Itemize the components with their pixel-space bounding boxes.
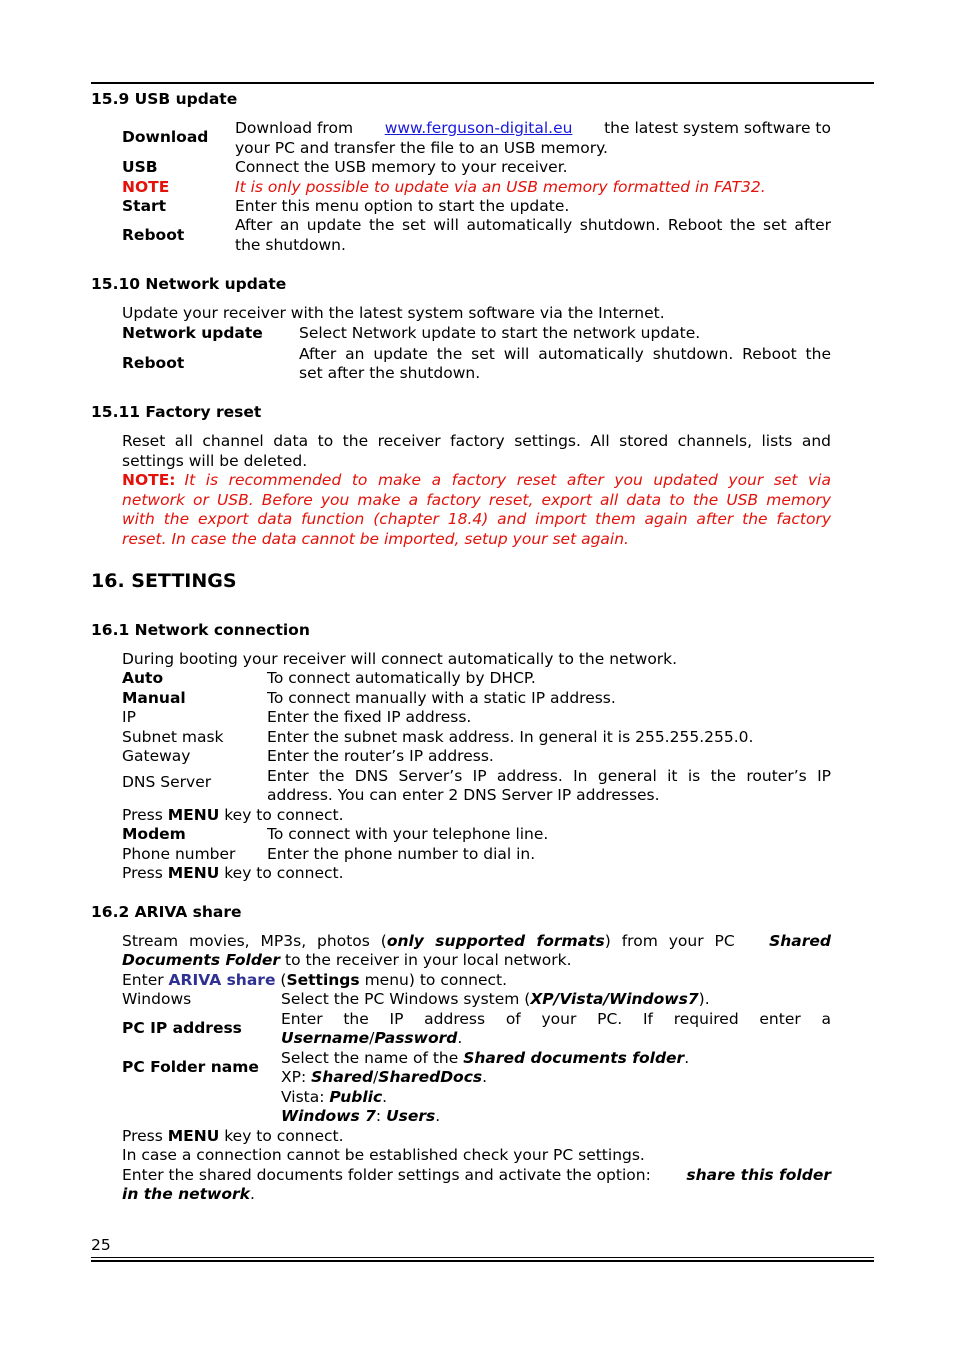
row-text-reboot-usb-2: the shutdown. <box>235 236 346 254</box>
ariva-p1-shared: Shared <box>769 932 831 950</box>
row-text-network-update: Select Network update to start the network update. <box>299 324 701 342</box>
row-label-dns: DNS Server <box>122 773 212 791</box>
menu-key: MENU <box>167 864 220 882</box>
network-conn-intro: During booting your receiver will connect automatically to the network. <box>122 650 678 668</box>
row-text-modem: To connect with your telephone line. <box>267 825 549 843</box>
section-heading-16-1: 16.1 Network connection <box>91 621 310 639</box>
row-text-dns-2: address. You can enter 2 DNS Server IP addresses. <box>267 786 660 804</box>
chapter-heading-16: 16. SETTINGS <box>91 570 237 592</box>
row-label-auto: Auto <box>122 669 164 687</box>
row-label-subnet: Subnet mask <box>122 728 224 746</box>
factory-note-line1: It is recommended to make a factory reset after you updated your set via <box>184 471 831 489</box>
row-text-subnet: Enter the subnet mask address. In general it is 255.255.255.0. <box>267 728 754 746</box>
ariva-last-a: Enter the shared documents folder settings and activate the option: <box>122 1166 651 1184</box>
row-text-reboot-net-1 <box>299 345 831 365</box>
factory-note-1 <box>122 471 831 491</box>
row-text-pc-folder-1: Select the name of the Shared documents folder. <box>281 1049 690 1067</box>
row-text-ip: Enter the fixed IP address. <box>267 708 472 726</box>
ariva-p1-line2 <box>122 951 572 971</box>
press-menu-1 <box>122 806 344 826</box>
menu-key: MENU <box>167 806 220 824</box>
row-text-pc-ip-2: Username/Password. <box>281 1029 463 1047</box>
row-label-phone: Phone number <box>122 845 236 863</box>
top-rule <box>91 82 874 84</box>
row-label-download: Download <box>122 128 209 146</box>
row-text-usb: Connect the USB memory to your receiver. <box>235 158 568 176</box>
in-network-term: in the network <box>122 1185 250 1203</box>
factory-line-1-text: Reset all channel data to the receiver factory settings. All stored channels, lists and <box>122 432 831 450</box>
row-text-reboot-usb-1 <box>235 216 831 236</box>
row-text-note: It is only possible to update via an USB memory formatted in FAT32. <box>235 178 766 196</box>
row-label-pc-ip: PC IP address <box>122 1019 242 1037</box>
page-number: 25 <box>91 1236 111 1254</box>
username-term: Username <box>281 1029 370 1047</box>
row-label-usb: USB <box>122 158 158 176</box>
row-label-reboot-net: Reboot <box>122 354 185 372</box>
row-text-manual: To connect manually with a static IP address. <box>267 689 616 707</box>
network-update-intro: Update your receiver with the latest system software via the Internet. <box>122 304 665 322</box>
row-label-gateway: Gateway <box>122 747 191 765</box>
ariva-last-line1 <box>122 1166 831 1186</box>
press-pre: Press <box>122 864 163 882</box>
pcip-line1: Enter the IP address of your PC. If required enter a <box>281 1010 831 1028</box>
row-text-reboot-net-2: set after the shutdown. <box>299 364 481 382</box>
factory-line-2: settings will be deleted. <box>122 452 308 470</box>
press-pre: Press <box>122 806 163 824</box>
row-text-dns-1 <box>267 767 831 787</box>
press-post: key to connect. <box>224 806 344 824</box>
row-text-pc-folder-vista: Vista: Public. <box>281 1088 388 1106</box>
password-term: Password <box>374 1029 458 1047</box>
ariva-enter: Enter ARIVA share (Settings menu) to connect. <box>122 971 508 989</box>
press-menu-2 <box>122 864 344 884</box>
row-text-windows: Select the PC Windows system (XP/Vista/Windows7). <box>281 990 710 1008</box>
ariva-fail-text: In case a connection cannot be established check your PC settings. <box>122 1146 645 1164</box>
share-folder-term: share this folder <box>686 1166 831 1184</box>
row-label-note: NOTE <box>122 178 170 196</box>
factory-note-line3: with the export data function (chapter 18.4) and import them again after the factory <box>122 510 831 528</box>
row-text-auto: To connect automatically by DHCP. <box>267 669 536 687</box>
press-menu-3: Press MENU key to connect. <box>122 1127 344 1145</box>
factory-note-2 <box>122 491 831 511</box>
row-label-pc-folder: PC Folder name <box>122 1058 259 1076</box>
ariva-docs-folder: Documents Folder <box>122 951 281 969</box>
ferguson-link[interactable]: www.ferguson-digital.eu <box>384 119 573 137</box>
ariva-last-line2: in the network. <box>122 1185 255 1203</box>
row-text-download <box>235 119 831 139</box>
bottom-rule-thick <box>91 1260 874 1262</box>
factory-note-line2: network or USB. Before you make a factory reset, export all data to the USB memory <box>122 491 831 509</box>
row-label-network-update: Network update <box>122 324 263 342</box>
ariva-p1-seg-a: Stream movies, MP3s, photos (only supported formats) from your PC <box>122 932 735 950</box>
row-text-phone: Enter the phone number to dial in. <box>267 845 536 863</box>
shared-docs-folder-term: Shared documents folder <box>463 1049 685 1067</box>
row-label-reboot-usb: Reboot <box>122 226 185 244</box>
windows-systems: XP/Vista/Windows7 <box>530 990 699 1008</box>
settings-menu: Settings <box>286 971 360 989</box>
row-text-pc-folder-xp: XP: Shared/SharedDocs. <box>281 1068 488 1086</box>
row-label-ip: IP <box>122 708 136 726</box>
dns-line1: Enter the DNS Server’s IP address. In general it is the router’s IP <box>267 767 831 785</box>
factory-note-4: reset. In case the data cannot be imported, setup your set again. <box>122 530 629 548</box>
factory-note-label: NOTE: <box>122 471 176 489</box>
row-text-start: Enter this menu option to start the update. <box>235 197 570 215</box>
menu-key: MENU <box>167 1127 220 1145</box>
reboot-net-line1: After an update the set will automatically shutdown. Reboot the <box>299 345 831 363</box>
row-text-pc-folder-w7: Windows 7: Users. <box>281 1107 441 1125</box>
row-text-gateway: Enter the router’s IP address. <box>267 747 494 765</box>
row-label-manual: Manual <box>122 689 186 707</box>
factory-note-3 <box>122 510 831 530</box>
row-label-windows: Windows <box>122 990 192 1008</box>
reboot-usb-line1: After an update the set will automatically shutdown. Reboot the set after <box>235 216 831 234</box>
section-heading-16-2: 16.2 ARIVA share <box>91 903 242 921</box>
ariva-share-menu: ARIVA share <box>168 971 276 989</box>
download-text-pre: Download from <box>235 119 354 137</box>
download-text-cont: your PC and transfer the file to an USB memory. <box>235 139 608 157</box>
ariva-p1-line1 <box>122 932 831 952</box>
row-text-pc-ip-1 <box>281 1010 831 1030</box>
row-label-start: Start <box>122 197 167 215</box>
section-heading-15-9: 15.9 USB update <box>91 90 238 108</box>
press-post: key to connect. <box>224 864 344 882</box>
section-heading-15-11: 15.11 Factory reset <box>91 403 262 421</box>
bottom-rule-thin <box>91 1257 874 1258</box>
row-label-modem: Modem <box>122 825 186 843</box>
section-heading-15-10: 15.10 Network update <box>91 275 287 293</box>
factory-line-1 <box>122 432 831 452</box>
ariva-p1-tail: to the receiver in your local network. <box>285 951 572 969</box>
download-text-post: the latest system software to <box>604 119 831 137</box>
